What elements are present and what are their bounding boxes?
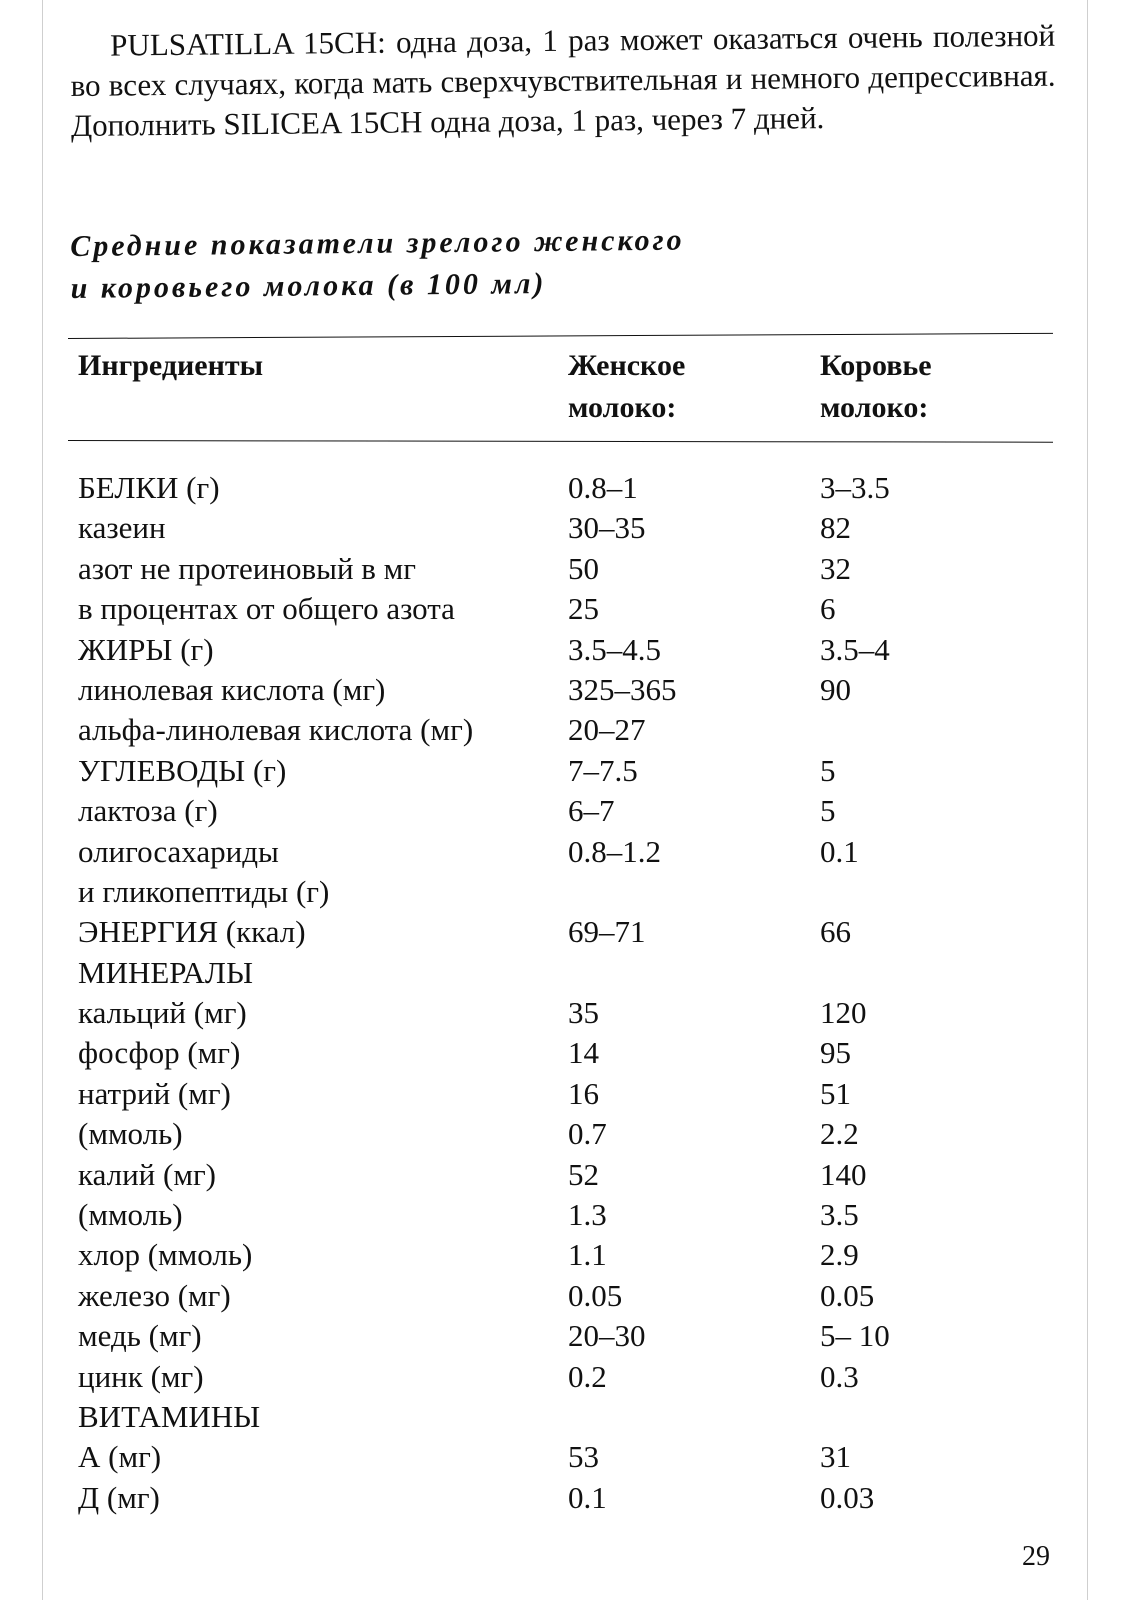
- intro-paragraph: PULSATILLA 15CH: одна доза, 1 раз может оказаться очень полезной во всех случаях, когда мать сверхчувствительная и немного депрессивная. Дополнить SILICEA 15CH одна доза, 1 раз, через 7 дней.: [70, 17, 1056, 143]
- cell-women-milk: 6–7: [568, 793, 615, 829]
- cell-cow-milk: 0.03: [820, 1479, 875, 1515]
- cell-women-milk: 14: [568, 1035, 599, 1071]
- table-row: [0, 993, 1132, 1033]
- cell-women-milk: 0.8–1.2: [568, 833, 661, 869]
- cell-cow-milk: 6: [820, 591, 836, 627]
- cell-ingredient: казеин: [78, 510, 166, 546]
- table-row: [0, 1437, 1132, 1477]
- cell-cow-milk: 32: [820, 550, 851, 586]
- table-row: [0, 1478, 1132, 1518]
- cell-cow-milk: 0.05: [820, 1277, 875, 1313]
- cell-ingredient: ВИТАМИНЫ: [78, 1398, 261, 1434]
- cell-ingredient: альфа-линолевая кислота (мг): [78, 712, 474, 748]
- header-women-milk: Женское молоко:: [568, 349, 686, 424]
- cell-ingredient: линолевая кислота (мг): [78, 671, 386, 707]
- table-row: [0, 912, 1132, 952]
- cell-women-milk: 20–27: [568, 712, 646, 748]
- cell-ingredient: ЖИРЫ (г): [78, 631, 214, 667]
- cell-cow-milk: 66: [820, 914, 851, 950]
- cell-ingredient: УГЛЕВОДЫ (г): [78, 752, 287, 788]
- cell-ingredient: Д (мг): [78, 1479, 160, 1515]
- cell-women-milk: 0.7: [568, 1116, 607, 1152]
- cell-ingredient: (ммоль): [78, 1116, 183, 1152]
- table-row: [0, 468, 1132, 508]
- table-row: [0, 791, 1132, 831]
- cell-women-milk: 25: [568, 591, 599, 627]
- cell-women-milk: 20–30: [568, 1318, 646, 1354]
- cell-women-milk: 0.2: [568, 1358, 607, 1394]
- table-caption: [70, 218, 871, 310]
- cell-cow-milk: 2.2: [820, 1116, 859, 1152]
- table-row: [0, 589, 1132, 629]
- cell-women-milk: 52: [568, 1156, 599, 1192]
- page-number: 29: [1022, 1541, 1050, 1572]
- table-row: [0, 953, 1132, 993]
- table-row: [0, 1195, 1132, 1235]
- cell-ingredient: БЕЛКИ (г): [78, 470, 220, 505]
- milk-table-body: [0, 468, 1132, 1518]
- cell-ingredient: кальций (мг): [78, 995, 247, 1031]
- cell-ingredient: фосфор (мг): [78, 1035, 241, 1071]
- cell-cow-milk: 120: [820, 995, 867, 1031]
- table-row: [0, 670, 1132, 710]
- cell-cow-milk: 90: [820, 671, 851, 707]
- cell-ingredient: и гликопептиды (г): [78, 873, 330, 909]
- cell-ingredient: азот не протеиновый в мг: [78, 550, 417, 586]
- cell-cow-milk: 31: [820, 1439, 851, 1475]
- table-row: [0, 630, 1132, 670]
- cell-women-milk: 35: [568, 995, 599, 1031]
- cell-women-milk: 1.1: [568, 1237, 607, 1273]
- cell-ingredient: цинк (мг): [78, 1358, 204, 1394]
- header-cow-milk: Коровье молоко:: [820, 349, 932, 424]
- cell-ingredient: натрий (мг): [78, 1075, 231, 1111]
- cell-women-milk: 0.05: [568, 1277, 623, 1313]
- table-row: [0, 832, 1132, 872]
- cell-cow-milk: 140: [820, 1156, 867, 1192]
- cell-women-milk: 0.8–1: [568, 470, 638, 505]
- cell-ingredient: медь (мг): [78, 1318, 202, 1354]
- cell-ingredient: МИНЕРАЛЫ: [78, 954, 253, 990]
- table-row: [0, 508, 1132, 548]
- table-row: [0, 710, 1132, 750]
- table-row: [0, 549, 1132, 589]
- cell-cow-milk: 82: [820, 510, 851, 546]
- cell-cow-milk: 2.9: [820, 1237, 859, 1273]
- cell-cow-milk: 3.5–4: [820, 631, 890, 667]
- cell-women-milk: 1.3: [568, 1197, 607, 1233]
- cell-cow-milk: 0.1: [820, 833, 859, 869]
- cell-cow-milk: 5– 10: [820, 1318, 890, 1354]
- table-caption-line-1: Средние показатели зрелого женского: [70, 223, 685, 263]
- cell-ingredient: А (мг): [78, 1439, 162, 1475]
- table-row: [0, 1276, 1132, 1316]
- cell-women-milk: 0.1: [568, 1479, 607, 1515]
- cell-women-milk: 69–71: [568, 914, 646, 950]
- cell-cow-milk: 51: [820, 1075, 851, 1111]
- cell-ingredient: калий (мг): [78, 1156, 217, 1192]
- table-caption-line-2: и коровьего молока (в 100 мл): [70, 267, 547, 305]
- table-row: [0, 1357, 1132, 1397]
- cell-cow-milk: 3–3.5: [820, 470, 890, 505]
- cell-women-milk: 3.5–4.5: [568, 631, 661, 667]
- cell-ingredient: железо (мг): [78, 1277, 231, 1313]
- table-row: [0, 1235, 1132, 1275]
- table-row: [0, 1155, 1132, 1195]
- cell-women-milk: 7–7.5: [568, 752, 638, 788]
- cell-ingredient: ЭНЕРГИЯ (ккал): [78, 914, 306, 950]
- table-row: [0, 751, 1132, 791]
- table-row: [0, 1033, 1132, 1073]
- cell-women-milk: 30–35: [568, 510, 646, 546]
- cell-cow-milk: 5: [820, 793, 836, 829]
- cell-women-milk: 325–365: [568, 671, 677, 707]
- table-row: [0, 1074, 1132, 1114]
- cell-ingredient: лактоза (г): [78, 793, 218, 829]
- cell-women-milk: 53: [568, 1439, 599, 1475]
- cell-ingredient: олигосахариды: [78, 833, 279, 869]
- table-row: [0, 1114, 1132, 1154]
- table-row: [0, 872, 1132, 912]
- cell-ingredient: (ммоль): [78, 1197, 183, 1233]
- cell-women-milk: 50: [568, 550, 599, 586]
- cell-women-milk: 16: [568, 1075, 599, 1111]
- cell-cow-milk: 95: [820, 1035, 851, 1071]
- table-row: [0, 1316, 1132, 1356]
- table-row: [0, 1397, 1132, 1437]
- cell-cow-milk: 0.3: [820, 1358, 859, 1394]
- cell-cow-milk: 5: [820, 752, 836, 788]
- cell-cow-milk: 3.5: [820, 1197, 859, 1233]
- cell-ingredient: хлор (ммоль): [78, 1237, 253, 1273]
- header-ingredients: Ингредиенты: [78, 349, 264, 382]
- cell-ingredient: в процентах от общего азота: [78, 591, 455, 627]
